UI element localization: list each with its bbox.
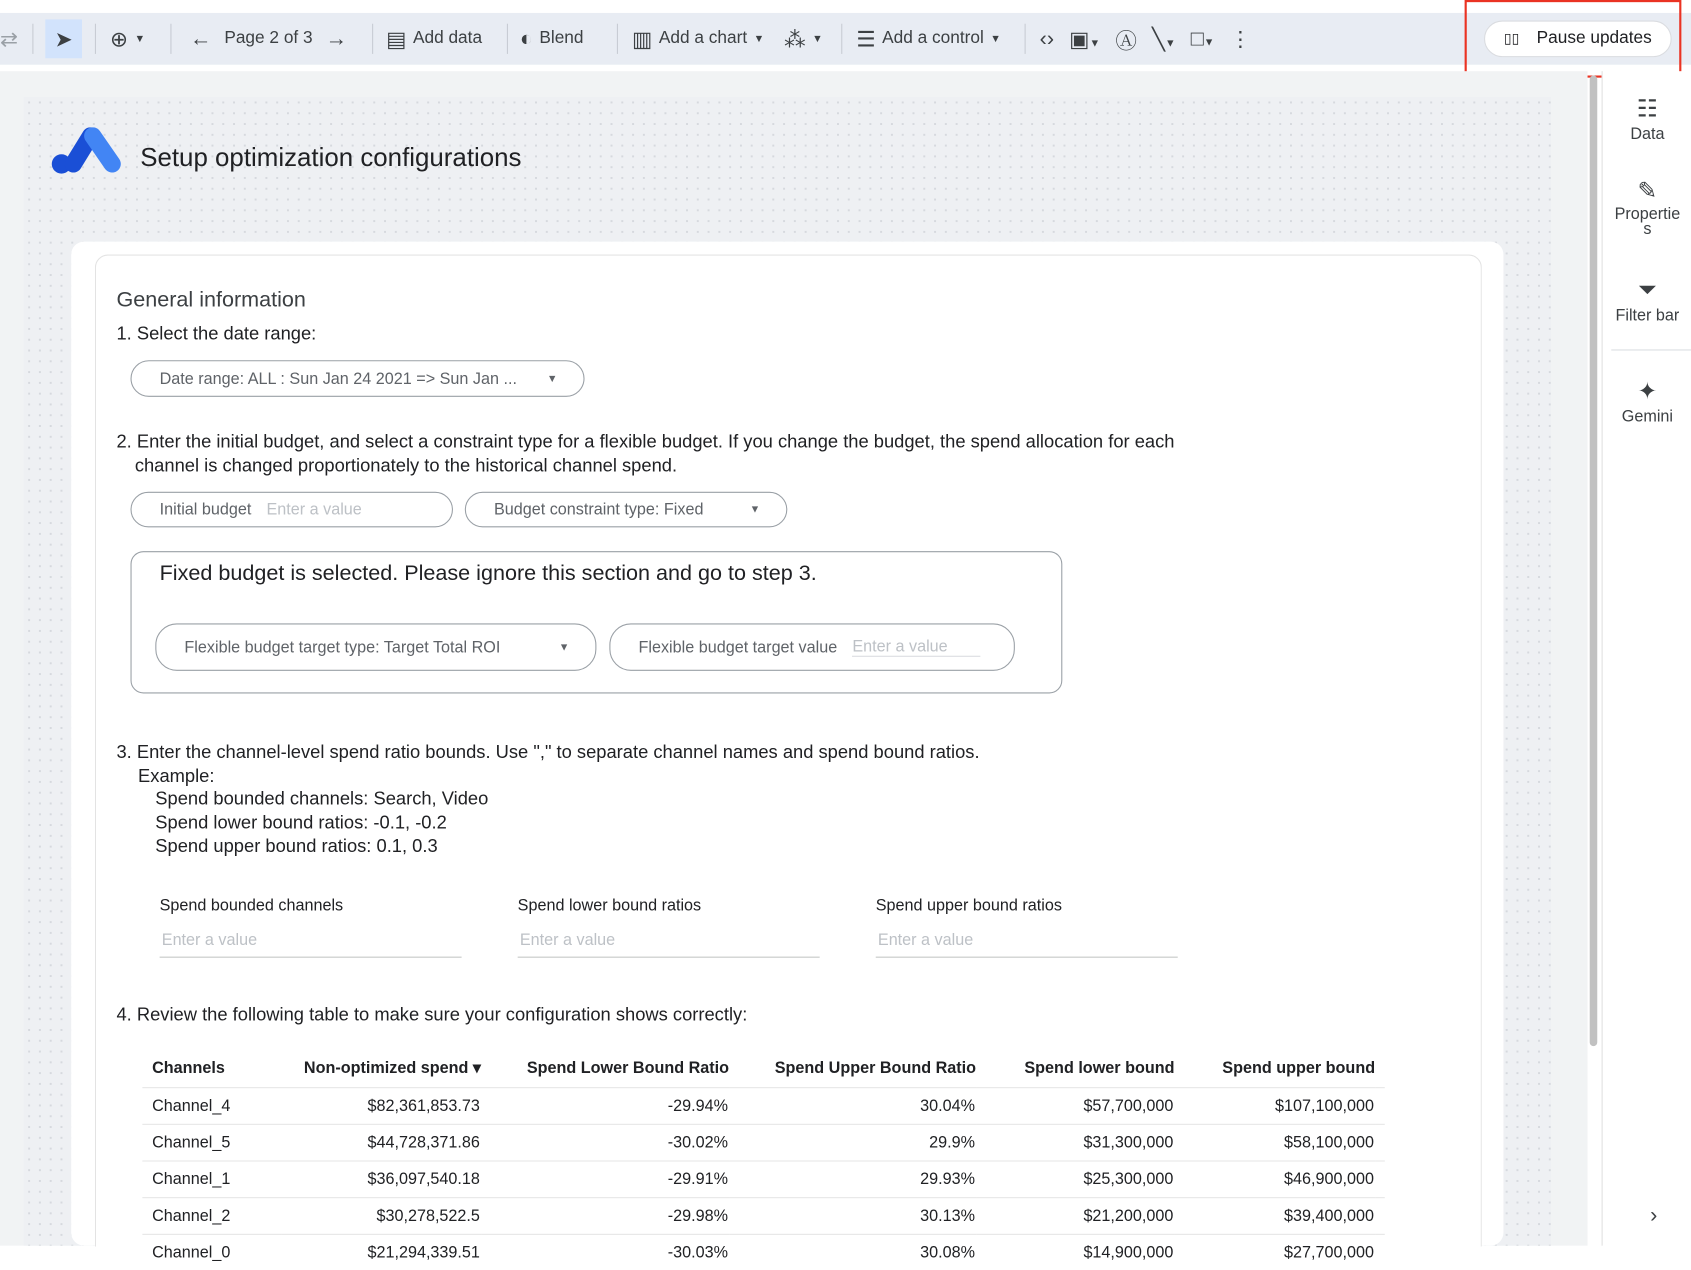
chevron-down-icon: ▼ (990, 32, 1001, 45)
control-icon: ☰ (856, 27, 876, 52)
rail-gemini-label: Gemini (1621, 407, 1674, 427)
budget-constraint-dropdown[interactable] (465, 492, 787, 528)
add-data-button[interactable] (386, 13, 482, 65)
table-cell: $107,100,000 (1174, 1088, 1375, 1125)
spend-upper-label: Spend upper bound ratios (875, 896, 1062, 915)
add-data-label: Add data (412, 29, 483, 48)
pencil-icon: ✎ (1637, 176, 1658, 204)
step1-text: 1. Select the date range: (116, 323, 317, 345)
spend-channels-input[interactable]: Enter a value (160, 925, 462, 957)
step3-text: 3. Enter the channel-level spend ratio bounds. Use "," to separate channel names and spend bound ratios. (116, 742, 980, 763)
chevron-down-icon: ▼ (546, 372, 558, 385)
table-cell: $27,700,000 (1174, 1234, 1375, 1270)
date-range-dropdown[interactable] (130, 360, 584, 397)
add-chart-button[interactable] (632, 13, 764, 65)
step2-text-line1: 2. Enter the initial budget, and select a constraint type for a flexible budget. If you change the budget, the spend allocation for each (116, 431, 1175, 452)
community-viz-button[interactable] (784, 13, 823, 65)
filter-icon: ⏷ (1637, 276, 1657, 304)
meridian-logo (50, 127, 128, 177)
rail-filter-label: Filter bar (1615, 306, 1680, 325)
table-cell: 30.08% (729, 1234, 976, 1270)
shape-icon[interactable]: □▼ (1190, 26, 1215, 51)
table-row (142, 1161, 1384, 1198)
rail-properties[interactable] (1603, 177, 1691, 237)
table-cell: $30,278,522.5 (281, 1198, 481, 1235)
col-upper-ratio[interactable]: Spend Upper Bound Ratio (774, 1058, 977, 1077)
spend-upper-input[interactable]: Enter a value (876, 925, 1178, 957)
table-cell: -30.03% (481, 1234, 729, 1270)
col-non-optimized-spend[interactable]: Non-optimized spend ▾ (303, 1059, 482, 1078)
table-cell: $36,097,540.18 (281, 1161, 481, 1198)
example-label: Example: (138, 765, 215, 787)
table-header-row (142, 1048, 1384, 1087)
table-cell: $39,400,000 (1174, 1198, 1375, 1235)
blend-icon: ◐ (519, 26, 533, 51)
table-row (142, 1198, 1384, 1235)
table-cell: $58,100,000 (1174, 1124, 1375, 1161)
line-icon[interactable]: ╲▼ (1151, 27, 1176, 52)
add-control-button[interactable] (856, 13, 1001, 65)
table-cell: Channel_1 (142, 1161, 281, 1198)
flex-target-value-input[interactable] (609, 623, 1015, 670)
spacer (1375, 1234, 1385, 1270)
date-range-value: Date range: ALL : Sun Jan 24 2021 => Sun Jan ... (159, 369, 517, 388)
table-cell: Channel_0 (142, 1234, 281, 1270)
pause-updates-label: Pause updates (1536, 29, 1652, 48)
zoom-icon: ⊕ (110, 27, 129, 52)
config-table (142, 1048, 1384, 1270)
table-row (142, 1088, 1384, 1125)
initial-budget-label: Initial budget (159, 500, 252, 519)
chevron-down-icon: ▼ (558, 641, 570, 654)
expand-panel-icon[interactable]: › (1650, 1203, 1658, 1228)
table-cell: -29.91% (481, 1161, 729, 1198)
spend-channels-label: Spend bounded channels (159, 896, 344, 915)
rail-data-label: Data (1630, 125, 1665, 144)
zoom-button[interactable] (110, 13, 145, 65)
blend-label: Blend (539, 29, 584, 48)
data-icon: ☷ (1636, 94, 1659, 122)
constraint-type-value: Budget constraint type: Fixed (493, 500, 704, 519)
initial-budget-input[interactable] (130, 492, 452, 528)
spacer (1375, 1048, 1385, 1087)
chevron-down-icon: ▼ (812, 32, 823, 45)
add-chart-label: Add a chart (658, 29, 748, 48)
col-lower-bound[interactable]: Spend lower bound (1024, 1058, 1175, 1077)
table-cell: 29.93% (729, 1161, 976, 1198)
blend-button[interactable] (520, 13, 584, 65)
spend-lower-input[interactable]: Enter a value (518, 925, 820, 957)
step2-text-line2: channel is changed proportionately to the historical channel spend. (134, 455, 678, 476)
cursor-icon: ➤ (54, 27, 73, 52)
rail-properties-label: Propertie s (1614, 204, 1681, 239)
right-panel-rail (1602, 71, 1691, 1245)
example-line-3: Spend upper bound ratios: 0.1, 0.3 (155, 835, 438, 857)
page-indicator: Page 2 of 3 (224, 29, 313, 48)
table-row (142, 1124, 1384, 1161)
example-line-2: Spend lower bound ratios: -0.1, -0.2 (155, 812, 447, 833)
chevron-down-icon: ▼ (134, 32, 146, 45)
flex-target-value-placeholder: Enter a value (852, 637, 980, 656)
more-vert-icon[interactable]: ⋮ (1229, 27, 1252, 52)
spend-lower-label: Spend lower bound ratios (517, 896, 702, 915)
table-cell: $25,300,000 (976, 1161, 1174, 1198)
highlight-box (1465, 0, 1682, 78)
divider (1611, 349, 1691, 350)
table-cell: -30.02% (481, 1124, 729, 1161)
table-cell: $31,300,000 (976, 1124, 1174, 1161)
chevron-down-icon: ▼ (749, 503, 761, 516)
col-upper-bound[interactable]: Spend upper bound (1222, 1058, 1376, 1077)
spacer (1375, 1124, 1385, 1161)
col-channels[interactable]: Channels (152, 1058, 225, 1077)
rail-gemini[interactable] (1603, 377, 1691, 426)
embed-code-icon[interactable]: ‹› (1039, 26, 1055, 51)
spacer (1375, 1198, 1385, 1235)
table-cell: $46,900,000 (1174, 1161, 1375, 1198)
pause-icon: ▯▯ (1503, 30, 1520, 47)
gemini-sparkle-icon: ✦ (1637, 377, 1658, 405)
table-cell: $44,728,371.86 (281, 1124, 481, 1161)
table-cell: $82,361,853.73 (281, 1088, 481, 1125)
next-page-icon[interactable]: → (325, 26, 348, 51)
initial-budget-placeholder: Enter a value (266, 500, 362, 519)
step4-text: 4. Review the following table to make sure your configuration shows correctly: (116, 1004, 748, 1025)
spacer (1375, 1088, 1385, 1125)
table-cell: Channel_2 (142, 1198, 281, 1235)
table-cell: $57,700,000 (976, 1088, 1174, 1125)
table-row (142, 1234, 1384, 1270)
table-cell: 29.9% (729, 1124, 976, 1161)
table-cell: $14,900,000 (976, 1234, 1174, 1270)
section-title: General information (116, 287, 306, 312)
table-cell: Channel_5 (142, 1124, 281, 1161)
rail-data[interactable] (1603, 95, 1691, 144)
toolbar (0, 13, 1691, 65)
select-tool-button[interactable] (45, 19, 82, 58)
flex-target-type-value: Flexible budget target type: Target Total ROI (184, 637, 501, 657)
chart-icon: ▥ (632, 27, 653, 52)
table-cell: $21,200,000 (976, 1198, 1174, 1235)
rail-filter-bar[interactable] (1603, 276, 1691, 325)
text-box-icon[interactable]: Ⓐ (1115, 29, 1137, 54)
example-line-1: Spend bounded channels: Search, Video (155, 788, 489, 809)
table-cell: Channel_4 (142, 1088, 281, 1125)
flex-target-value-label: Flexible budget target value (638, 637, 838, 657)
fixed-budget-notice: Fixed budget is selected. Please ignore this section and go to step 3. (159, 561, 817, 586)
table-cell: -29.98% (481, 1198, 729, 1235)
add-control-label: Add a control (882, 29, 984, 48)
table-cell: 30.04% (729, 1088, 976, 1125)
redo-icon[interactable]: ⇄ (0, 27, 19, 52)
table-cell: $21,294,339.51 (281, 1234, 481, 1270)
prev-page-icon[interactable]: ← (189, 26, 212, 51)
spacer (1375, 1161, 1385, 1198)
col-lower-ratio[interactable]: Spend Lower Bound Ratio (526, 1058, 730, 1077)
image-icon[interactable]: ▣▼ (1069, 27, 1101, 52)
add-data-icon: ▤ (386, 27, 407, 52)
page-title: Setup optimization configurations (140, 143, 522, 173)
table-cell: 30.13% (729, 1198, 976, 1235)
flex-target-type-dropdown[interactable] (155, 623, 596, 670)
chevron-down-icon: ▼ (753, 32, 765, 45)
components-icon: ⁂ (784, 27, 806, 52)
table-cell: -29.94% (481, 1088, 729, 1125)
vertical-scrollbar[interactable] (1590, 75, 1598, 1046)
